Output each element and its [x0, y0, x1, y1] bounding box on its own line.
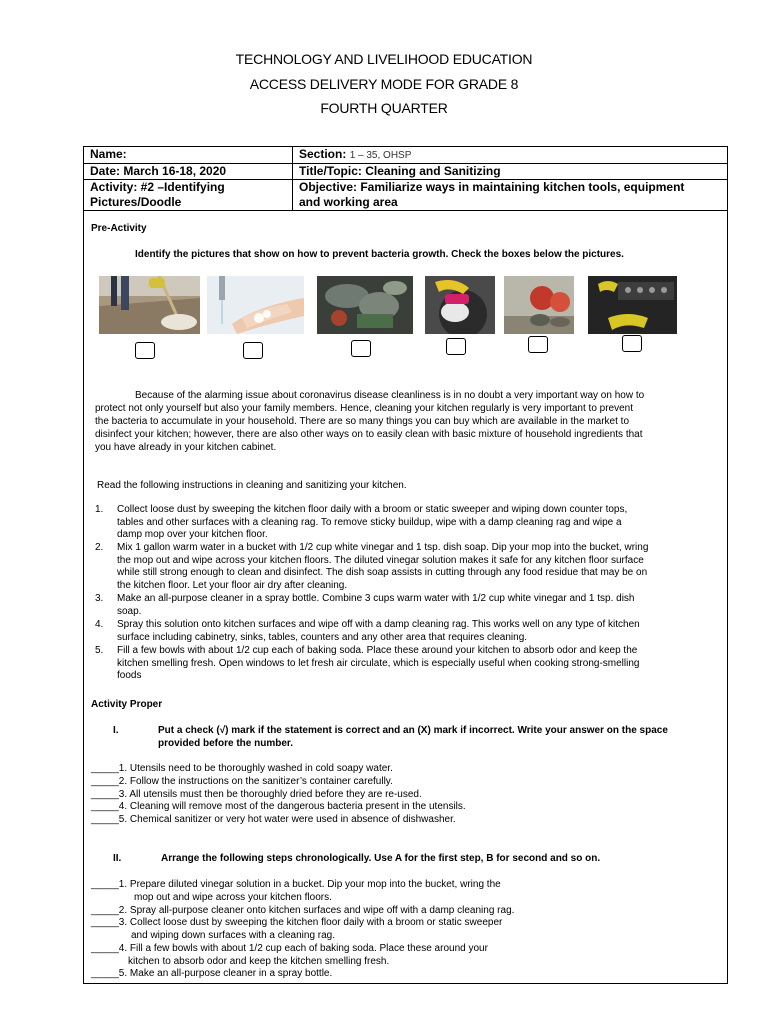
info-table — [83, 146, 728, 211]
instruction-line: surface including cabinetry, sinks, tables, counters and any other area that requires cleaning. — [117, 631, 528, 643]
section-value: 1 – 35, OHSP — [349, 150, 412, 161]
part1-item[interactable]: _____1. Utensils need to be thoroughly washed in cold soapy water. — [91, 763, 393, 774]
part1-item[interactable]: _____5. Chemical sanitizer or very hot water were used in absence of dishwasher. — [91, 814, 456, 825]
part2-item[interactable]: _____2. Spray all-purpose cleaner onto kitchen surfaces and wipe off with a damp cleaning rag. — [91, 905, 515, 916]
pre-activity-title: Pre-Activity — [91, 223, 147, 234]
part2-number: II. — [113, 853, 122, 864]
instruction-line: Collect loose dust by sweeping the kitchen floor daily with a broom or static sweeper and wiping down counter tops, — [117, 504, 628, 515]
activity-proper-title: Activity Proper — [91, 699, 163, 710]
mop-floor-image — [99, 276, 200, 334]
picture-checkbox-5[interactable] — [528, 336, 548, 353]
instruction-line: the mop out and wipe across your kitchen floors. The diluted vinegar solution makes it safe for any kitchen floor surface — [117, 554, 644, 566]
part2-item[interactable]: _____5. Make an all-purpose cleaner in a spray bottle. — [91, 968, 333, 979]
name-cell[interactable] — [84, 147, 293, 164]
picture-row — [0, 276, 768, 336]
paragraph-line: disinfect your kitchen; however, there are also other ways on to easily clean with basic mixture of household ingredients that — [95, 429, 643, 440]
part1-item[interactable]: _____4. Cleaning will remove most of the dangerous bacteria present in the utensils. — [91, 801, 466, 812]
part2-item[interactable]: _____4. Fill a few bowls with about 1/2 cup each of baking soda. Place these around your — [91, 943, 488, 954]
instruction-line: Fill a few bowls with about 1/2 cup each of baking soda. Place these around your kitchen to absorb odor and keep the — [117, 645, 638, 656]
instruction-line: soap. — [117, 605, 142, 617]
date-cell: Date: March 16-18, 2020 — [84, 164, 293, 180]
part1-number: I. — [113, 725, 119, 736]
section-cell — [293, 147, 728, 164]
instruction-item-4 — [95, 619, 640, 644]
paragraph-line: the bacteria to accumulate in your household. There are so many things you can buy which are available in the market to — [95, 416, 630, 427]
part1-instruction-line1: Put a check (√) mark if the statement is correct and an (X) mark if incorrect. Write your answer on the space — [158, 725, 668, 736]
objective-line1: Objective: Familiarize ways in maintaining kitchen tools, equipment — [299, 180, 685, 194]
part2-item[interactable]: _____3. Collect loose dust by sweeping the kitchen floor daily with a broom or static sweeper — [91, 917, 503, 928]
scrubbing-pan-image — [425, 276, 495, 334]
instruction-number: 2. — [95, 542, 104, 553]
dirty-dishes-image — [317, 276, 413, 334]
doc-title-line1: TECHNOLOGY AND LIVELIHOOD EDUCATION — [235, 51, 533, 67]
paragraph-line: protect not only yourself but also your family members. Hence, cleaning your kitchen regularly is very important to prevent — [95, 403, 634, 414]
activity-line2: Pictures/Doodle — [90, 195, 182, 209]
paragraph-line: you have already in your kitchen cabinet. — [95, 442, 277, 453]
part1-instruction-line2: provided before the number. — [158, 738, 294, 749]
section-label: Section: — [299, 147, 347, 161]
picture-checkbox-2[interactable] — [243, 342, 263, 359]
part2-item-cont: kitchen to absorb odor and keep the kitchen smelling fresh. — [128, 956, 390, 967]
part2-item-cont: mop out and wipe across your kitchen floors. — [134, 892, 332, 903]
instruction-item-5 — [95, 645, 640, 683]
instruction-number: 1. — [95, 504, 104, 515]
paragraph-line: Because of the alarming issue about coronavirus disease cleanliness is in no doubt a very important way on how to — [135, 390, 645, 401]
part1-item[interactable]: _____2. Follow the instructions on the sanitizer’s container carefully. — [91, 776, 393, 787]
instruction-line: while still strong enough to clean and disinfect. The dish soap assists in cutting through any food residue that may be on — [117, 567, 648, 579]
doc-title-line2: ACCESS DELIVERY MODE FOR GRADE 8 — [249, 76, 519, 92]
instruction-line: the kitchen floor. Let your floor air dry after cleaning. — [117, 579, 348, 591]
instruction-line: foods — [117, 670, 142, 682]
moldy-tomato-image — [504, 276, 574, 334]
instruction-line: Make an all-purpose cleaner in a spray bottle. Combine 3 cups warm water with 1/2 cup white vinegar and 1 tsp. dish — [117, 593, 635, 604]
part2-item-cont: and wiping down surfaces with a cleaning rag. — [131, 930, 336, 941]
instruction-item-1 — [95, 504, 628, 542]
instruction-line: Mix 1 gallon warm water in a bucket with 1/2 cup white vinegar and 1 tsp. dish soap. Dip your mop into the bucket, wring — [117, 542, 649, 553]
instruction-line: kitchen smelling fresh. Open windows to let fresh air circulate, which is especially useful when cooking strong-smelling — [117, 657, 640, 669]
picture-checkbox-6[interactable] — [622, 335, 642, 352]
picture-checkbox-3[interactable] — [351, 340, 371, 357]
oven-cleaning-image — [588, 276, 677, 334]
picture-checkbox-4[interactable] — [446, 338, 466, 355]
instruction-number: 5. — [95, 645, 104, 656]
part2-item[interactable]: _____1. Prepare diluted vinegar solution in a bucket. Dip your mop into the bucket, wring the — [91, 879, 501, 890]
read-instruction: Read the following instructions in cleaning and sanitizing your kitchen. — [97, 480, 407, 491]
activity-line1: Activity: #2 –Identifying — [90, 180, 225, 194]
instruction-line: damp mop over your kitchen floor. — [117, 529, 268, 541]
instruction-number: 4. — [95, 619, 104, 630]
objective-line2: and working area — [299, 195, 398, 209]
name-label: Name: — [90, 147, 127, 161]
instruction-line: Spray this solution onto kitchen surfaces and wipe off with a damp cleaning rag. This works well on any type of kitchen — [117, 619, 640, 630]
pre-activity-instruction: Identify the pictures that show on how to prevent bacteria growth. Check the boxes below the pictures. — [135, 249, 624, 260]
objective-cell — [293, 180, 728, 211]
picture-checkbox-1[interactable] — [135, 342, 155, 359]
part2-instruction: Arrange the following steps chronologically. Use A for the first step, B for second and so on. — [161, 853, 601, 864]
instruction-number: 3. — [95, 593, 104, 604]
hand-washing-image — [207, 276, 304, 334]
part1-item[interactable]: _____3. All utensils must then be thoroughly dried before they are re-used. — [91, 789, 422, 800]
doc-title-line3: FOURTH QUARTER — [320, 100, 448, 116]
activity-cell — [84, 180, 293, 211]
instruction-item-2 — [95, 542, 649, 592]
instruction-line: tables and other surfaces with a cleaning rag. To remove sticky buildup, wipe with a damp cleaning rag and wipe a — [117, 516, 622, 528]
topic-cell: Title/Topic: Cleaning and Sanitizing — [293, 164, 728, 180]
instruction-item-3 — [95, 593, 635, 618]
